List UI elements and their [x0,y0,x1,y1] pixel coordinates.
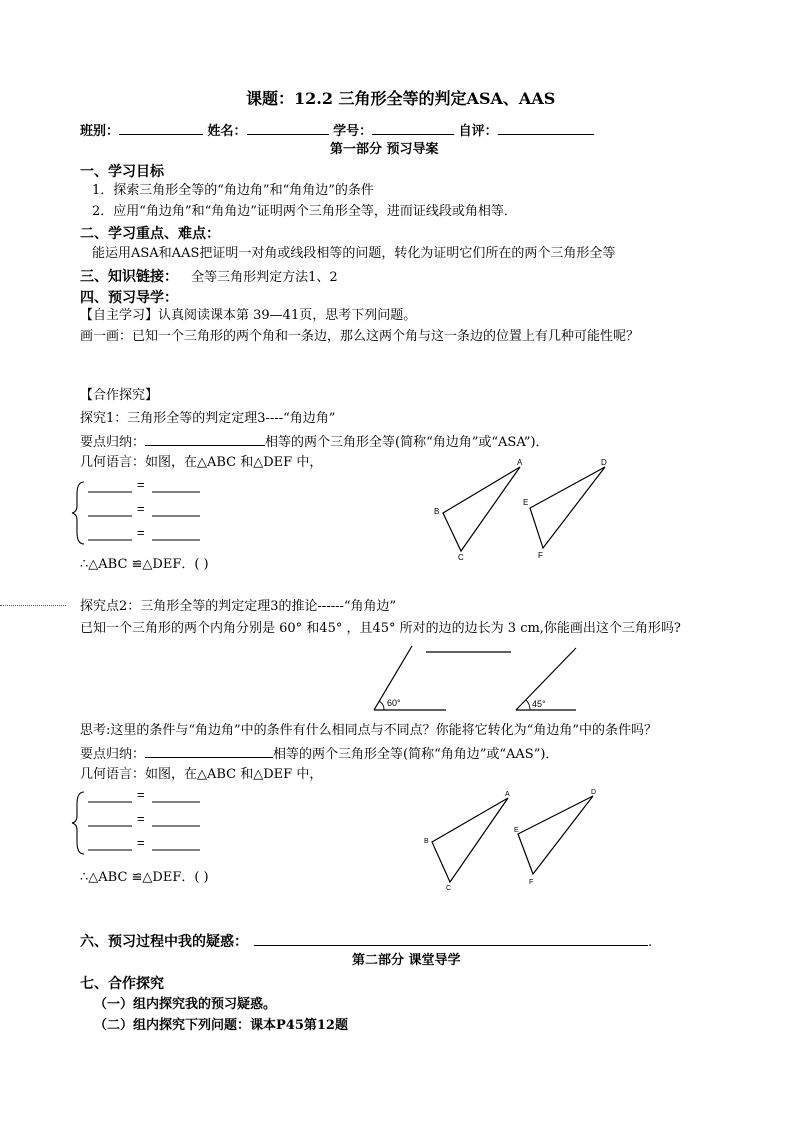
explore2-summary [80,744,558,764]
summary-label: 要点归纳： [80,747,146,762]
section1-heading: 一、学习目标 [80,164,164,180]
margin-dotted-rule [0,605,66,606]
section7-heading: 七、合作探究 [80,976,164,992]
section7-item-2: （二）组内探究下列问题：课本P45第12题 [94,1018,348,1033]
name-label: 姓名： [207,124,247,139]
section6-end-period: . [648,935,653,950]
section7-item-1: （一）组内探究我的预习疑惑。 [94,997,277,1012]
objective-2: 2．应用“角边角”和“角角边”证明两个三角形全等，进而证线段或角相等． [92,204,517,219]
equals-sign: = [137,525,145,540]
explore1-title: 探究1：三角形全等的判定定理3----“角边角” [80,411,336,426]
section4-heading: 四、预习导学： [80,290,178,306]
class-blank[interactable] [119,121,203,135]
explore2-brace-equations [70,790,210,856]
vertex-label-a: A [505,791,510,798]
summary-conclusion: 相等的两个三角形全等(简称“角边角”或“ASA”)． [265,435,549,450]
doubts-blank[interactable] [254,932,648,946]
explore1-geometry-language: 几何语言：如图，在△ABC 和△DEF 中， [80,455,323,470]
angle60-label: 60° [387,698,401,708]
self-study-text: 【自主学习】认真阅读课本第 39—41页，思考下列问题。 [80,308,417,323]
page-title: 课题：12.2 三角形全等的判定ASA、AAS [246,89,556,108]
vertex-label-e: E [514,827,519,834]
vertex-label-b: B [424,838,429,845]
angle60-arc-icon [379,701,384,710]
equals-sign: = [137,501,145,516]
key-points-text: 能运用ASA和AAS把证明一对角或线段相等的问题，转化为证明它们所在的两个三角形全等 [92,246,616,261]
brace-icon [72,482,84,544]
vertex-label-c: C [446,885,452,892]
explore2-therefore: ∴△ABC ≌△DEF．( ) [80,870,209,885]
summary-label: 要点归纳： [80,435,146,450]
vertex-label-b: B [434,507,440,516]
name-blank[interactable] [247,121,329,135]
triangle-abc [432,798,508,882]
explore2-question: 已知一个三角形的两个内角分别是 60° 和45° ，且45° 所对的边的边长为 3 cm,你能画出这个三角形吗? [80,621,681,636]
triangle-def [530,467,605,548]
knowledge-link-text: 全等三角形判定方法1、2 [191,270,338,285]
triangle-abc [443,467,520,551]
vertex-label-a: A [517,458,523,467]
section2-heading: 二、学习重点、难点： [80,226,220,242]
triangle-def [518,796,593,874]
explore1-therefore: ∴△ABC ≌△DEF．( ) [80,557,209,572]
vertex-label-d: D [591,789,597,796]
objective-1: 1．探索三角形全等的“角边角”和“角角边”的条件 [92,183,374,198]
equals-sign: = [137,480,145,492]
aas-condition-blank[interactable] [145,744,273,758]
equals-sign: = [137,811,145,826]
eval-label: 自评： [458,124,498,139]
explore2-think: 思考:这里的条件与“角边角”中的条件有什么相同点与不同点？你能将它转化为“角边角”中的条件吗？ [80,723,657,738]
angle45-ray [516,648,576,710]
angle45-label: 45° [532,699,546,709]
eval-blank[interactable] [498,121,594,135]
equals-sign: = [137,835,145,850]
equals-sign: = [137,790,145,802]
explore1-triangles-figure [425,455,625,565]
section3-heading: 三、知识链接： [80,269,178,285]
angle45-arc-icon [526,700,530,710]
id-label: 学号： [333,124,373,139]
class-label: 班别： [80,124,120,139]
section6-line [80,931,652,952]
id-blank[interactable] [372,121,454,135]
explore1-summary [80,432,549,452]
asa-condition-blank[interactable] [145,432,265,446]
explore1-brace-equations [70,480,210,546]
summary-conclusion: 相等的两个三角形全等(简称“角角边”或“AAS”)． [273,747,559,762]
explore2-title: 探究点2：三角形全等的判定定理3的推论------“角角边” [80,599,397,614]
student-info-line [80,121,594,141]
vertex-label-c: C [458,553,464,562]
part2-heading: 第二部分 课堂导学 [352,953,461,968]
explore2-triangles-figure [418,786,608,892]
draw-question: 画一画：已知一个三角形的两个角和一条边，那么这两个角与这一条边的位置上有几种可能性呢？ [80,329,640,344]
section6-heading: 六、预习过程中我的疑惑： [80,934,248,950]
explore2-geometry-language: 几何语言：如图，在△ABC 和△DEF 中， [80,767,323,782]
vertex-label-f: F [529,879,534,886]
vertex-label-d: D [601,458,607,467]
brace-icon [72,792,84,854]
vertex-label-e: E [523,498,529,507]
part1-heading: 第一部分 预习导案 [330,142,439,157]
vertex-label-f: F [538,551,543,560]
section3-line [80,266,338,287]
cooperative-inquiry-label: 【合作探究】 [80,388,159,403]
explore2-angle-figure [370,642,580,714]
